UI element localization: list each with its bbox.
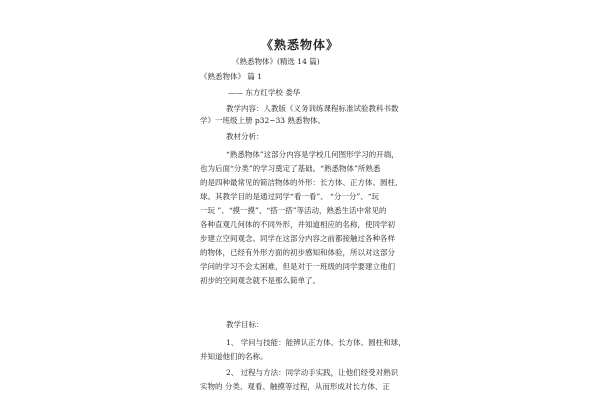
paragraph-line: “熟悉物体”这部分内容是学校几何图形学习的开端， [226,150,399,159]
goal-1-line-1: 1、 学问与技能：能辨认正方体、长方体、圆柱和球， [226,338,406,347]
document-subtitle: 《熟悉物体》(精选 14 篇) [232,57,320,66]
paragraph-line: 也为后面“分类”的学习奠定了基础。“熟悉物体”所熟悉 [200,164,381,173]
paragraph-line: 的物体，已经有外形方面的初步感知和体验，所以对这部分 [200,248,395,257]
section-goals-heading: 教学目标： [226,320,264,329]
paragraph-line: 一玩 ”、“摸一摸”、“搭一搭”等活动，熟悉生活中常见的 [200,206,387,215]
paragraph-line: 步建立空间观念。同学在这部分内容之前都接触过各种各样 [200,234,395,243]
goal-1-line-2: 并知道他们的名称。 [200,352,268,361]
goal-2-line-2: 实物的 分类、观看、触摸等过程，从而形成对长方体、正 [200,382,390,391]
paragraph-line: 的是四种最常见的简洁物体的外形：长方体、正方体、圆柱、 [200,178,403,187]
document-title: 《熟悉物体》 [260,38,339,52]
paragraph-line: 球。其教学目的是通过同学“看一看”、 “分一分”、“玩 [200,192,380,201]
goal-2-line-1: 2、 过程与方法：同学动手实践，让他们经受对熟识 [226,368,399,377]
content-line-2: 学》一班级上册 p32~33 熟悉物体。 [200,116,325,125]
chapter-heading: 《熟悉物体》 篇 1 [200,72,263,81]
author-line: —— 东方红学校 娄华 [228,88,301,97]
paragraph-line: 初步的空间观念就不是那么简单了。 [200,276,320,285]
paragraph-line: 各种直观几何体的不同外形，并知道相应的名称，使同学初 [200,220,395,229]
section-analysis-heading: 教材分析： [226,132,264,141]
content-line-1: 教学内容：人教版《义务训练课程标准试验教科书数 [226,104,399,113]
paragraph-line: 学问的学习不会太困难，但是对于一班级的同学要建立他们 [200,262,395,271]
